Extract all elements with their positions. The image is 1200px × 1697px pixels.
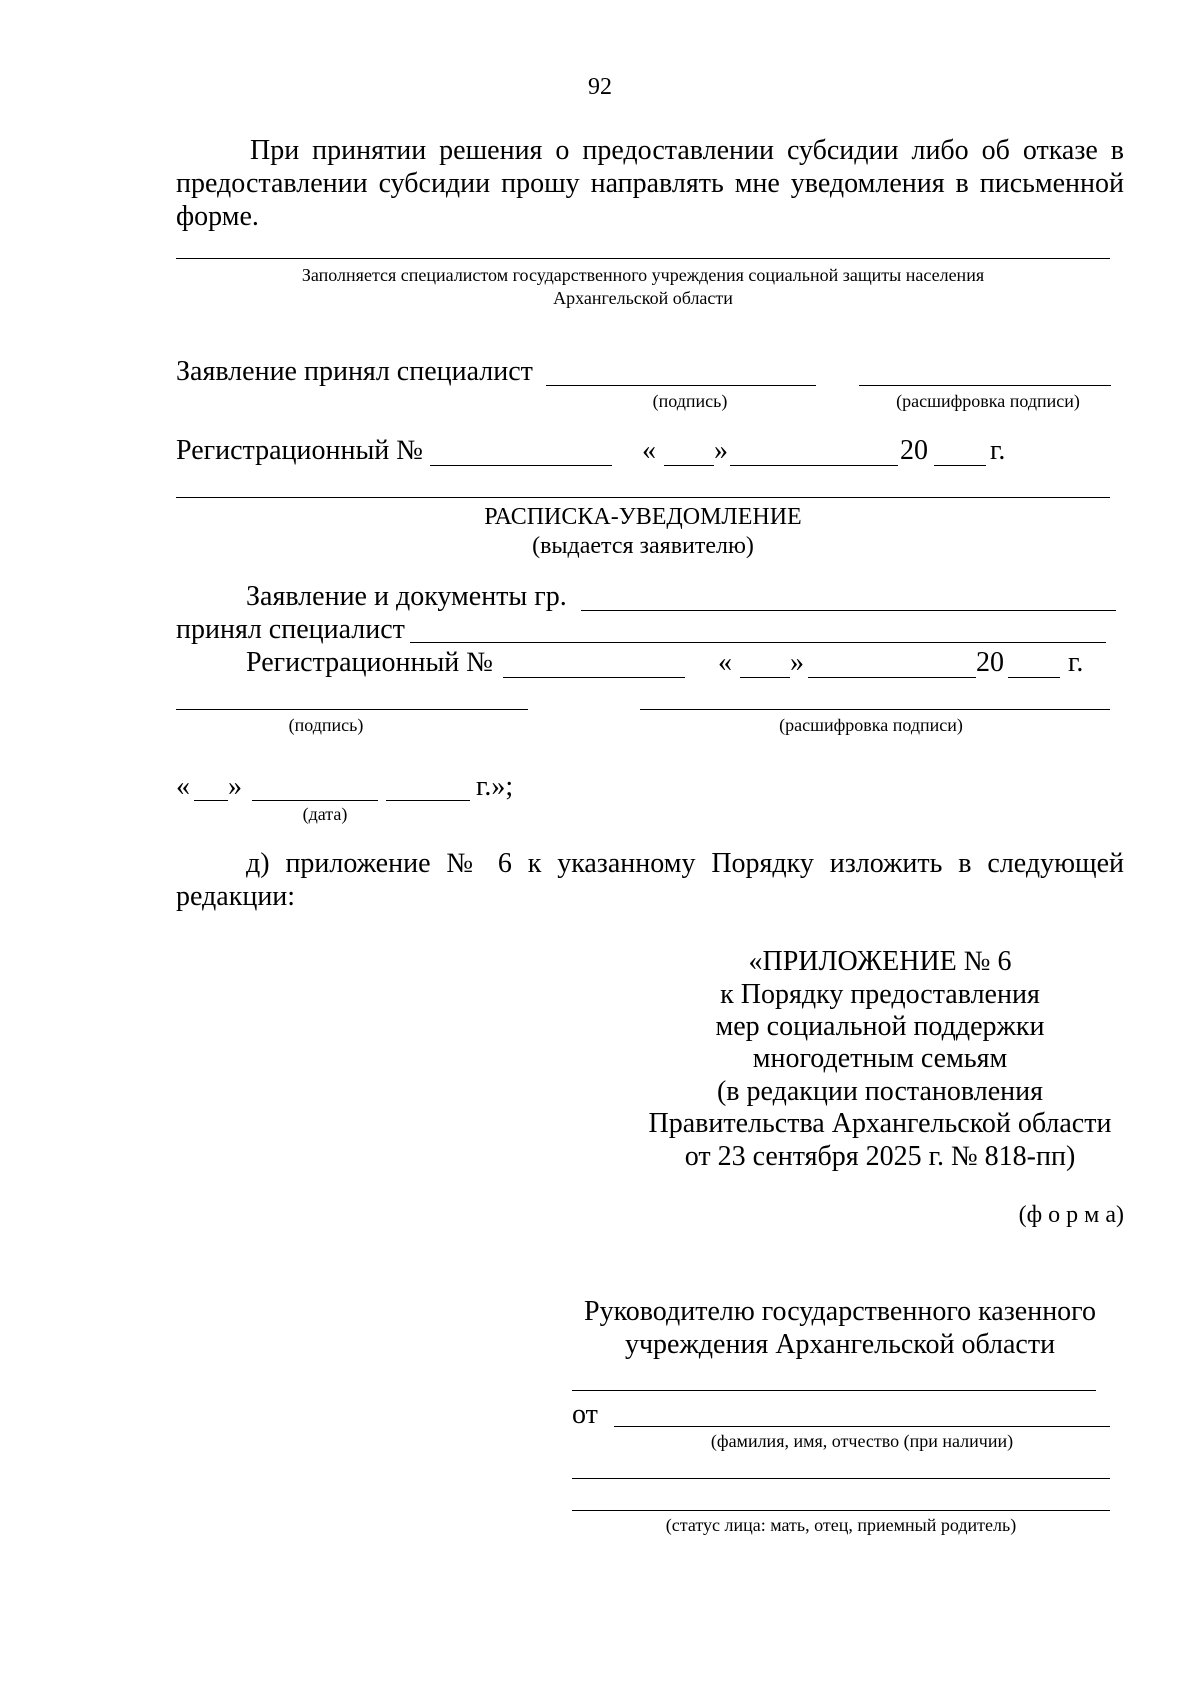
date-caption: (дата): [302, 804, 348, 824]
institution-name-field[interactable]: [572, 1390, 1096, 1391]
receipt-title: РАСПИСКА-УВЕДОМЛЕНИЕ: [484, 504, 802, 530]
separator-line-2: [176, 497, 1110, 498]
paragraph-d-line2: редакции:: [176, 881, 296, 912]
accepted-by-label: Заявление принял специалист: [176, 356, 533, 387]
date-quote-open: «: [176, 771, 190, 802]
from-label: от: [572, 1399, 598, 1430]
appendix-line-7: от 23 сентября 2025 г. № 818-пп): [684, 1141, 1076, 1172]
receipt-signature-caption: (подпись): [288, 715, 364, 735]
year-field[interactable]: [934, 465, 986, 466]
signature-caption: (подпись): [652, 391, 728, 411]
paragraph-d-line1: д) приложение № 6 к указанному Порядку изложить в следующей: [246, 848, 1124, 879]
receipt-signature-field[interactable]: [176, 709, 528, 710]
appendix-line-5: (в редакции постановления: [716, 1076, 1044, 1107]
applicant-fio-field[interactable]: [614, 1426, 1110, 1427]
signature-field[interactable]: [546, 385, 816, 386]
appendix-line-6: Правительства Архангельской области: [648, 1108, 1112, 1139]
receipt-signature-decode-field[interactable]: [640, 709, 1110, 710]
addressee-line2: учреждения Архангельской области: [624, 1329, 1056, 1360]
receipt-month-field[interactable]: [808, 677, 976, 678]
appendix-line-1: «ПРИЛОЖЕНИЕ № 6: [748, 946, 1012, 977]
appendix-line-2: к Порядку предоставления: [720, 979, 1040, 1010]
applicant-name-field[interactable]: [581, 610, 1116, 611]
receipt-docs-label: Заявление и документы гр.: [246, 581, 567, 612]
extra-line-field[interactable]: [572, 1478, 1110, 1479]
date-month-field[interactable]: [252, 800, 378, 801]
reg-number-label: Регистрационный №: [176, 435, 423, 466]
day-field[interactable]: [664, 465, 714, 466]
date-suffix: г.»;: [476, 771, 514, 802]
receipt-quote-close: »: [790, 647, 804, 678]
receipt-reg-number-field[interactable]: [503, 677, 685, 678]
receipt-quote-open: «: [718, 647, 732, 678]
date-quote-close: »: [228, 771, 242, 802]
paragraph-notification-request: При принятии решения о предоставлении субсидии либо об отказе в предоставлении субсидии прошу направлять мне уведомления в письменной форме.: [176, 135, 1124, 232]
specialist-name-field[interactable]: [410, 642, 1106, 643]
fio-caption: (фамилия, имя, отчество (при наличии): [710, 1431, 1014, 1451]
appendix-line-4: многодетным семьям: [752, 1043, 1008, 1074]
page-number: 92: [588, 74, 612, 100]
appendix-line-3: мер социальной поддержки: [715, 1011, 1045, 1042]
status-caption: (статус лица: мать, отец, приемный родитель): [665, 1515, 1017, 1535]
specialist-note-line1: Заполняется специалистом государственного учреждения социальной защиты населения: [301, 265, 985, 285]
receipt-accepted-label: принял специалист: [176, 614, 405, 645]
receipt-subtitle: (выдается заявителю): [532, 533, 754, 559]
receipt-reg-number-label: Регистрационный №: [246, 647, 493, 678]
form-label: (ф о р м а): [1018, 1202, 1124, 1228]
quote-close: »: [714, 435, 728, 466]
month-field[interactable]: [730, 465, 898, 466]
date-day-field[interactable]: [194, 800, 228, 801]
quote-open: «: [642, 435, 656, 466]
receipt-year-suffix: г.: [1068, 647, 1084, 678]
signature-decode-caption: (расшифровка подписи): [896, 391, 1080, 411]
receipt-signature-decode-caption: (расшифровка подписи): [779, 715, 963, 735]
status-field[interactable]: [572, 1510, 1110, 1511]
addressee-line1: Руководителю государственного казенного: [584, 1296, 1096, 1327]
separator-line: [176, 258, 1110, 259]
receipt-day-field[interactable]: [740, 677, 790, 678]
year-prefix: 20: [900, 435, 928, 466]
reg-number-field[interactable]: [430, 465, 612, 466]
date-year-field[interactable]: [386, 800, 470, 801]
receipt-year-prefix: 20: [976, 647, 1004, 678]
signature-decode-field[interactable]: [859, 385, 1111, 386]
specialist-note-line2: Архангельской области: [553, 288, 733, 308]
receipt-year-field[interactable]: [1008, 677, 1060, 678]
year-suffix: г.: [990, 435, 1006, 466]
